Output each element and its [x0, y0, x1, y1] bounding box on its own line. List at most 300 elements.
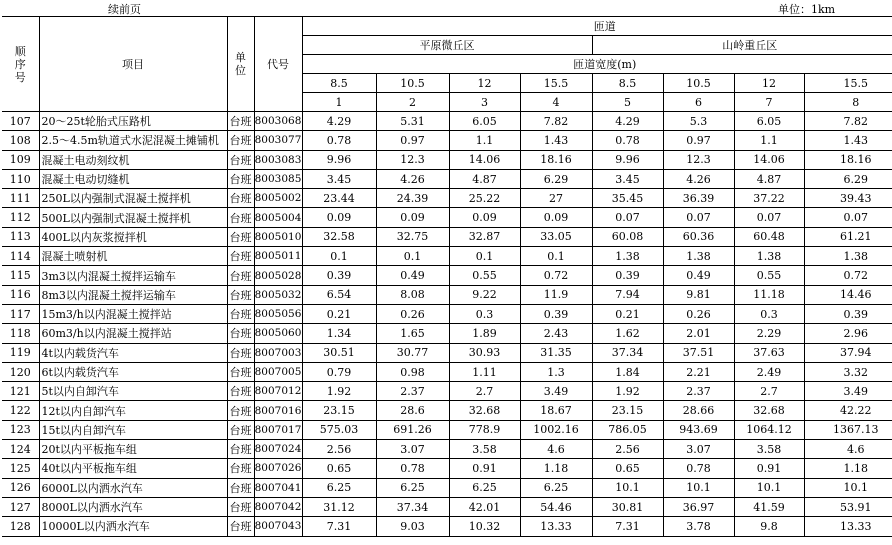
table-row [2, 440, 892, 459]
row-value-cell: 3.45 [592, 169, 663, 188]
row-value-cell: 1064.12 [734, 420, 804, 439]
width-header: 匝道宽度(m) [302, 55, 892, 74]
row-unit-cell: 台班 [227, 324, 254, 343]
table-row [2, 112, 892, 131]
row-value-cell: 1.18 [520, 459, 592, 478]
row-value-cell: 2.21 [663, 362, 734, 381]
row-seq-cell: 121 [2, 382, 39, 401]
row-value-cell: 32.68 [734, 401, 804, 420]
row-value-cell: 1.38 [734, 247, 804, 266]
row-unit-cell: 台班 [227, 266, 254, 285]
row-item-name-cell: 5t以内自卸汽车 [39, 382, 227, 401]
row-seq-cell: 119 [2, 343, 39, 362]
column-number-cell: 3 [449, 93, 520, 112]
row-value-cell: 6.54 [302, 285, 376, 304]
row-code-cell: 8007041 [254, 478, 302, 497]
row-value-cell: 3.78 [663, 517, 734, 536]
row-unit-cell: 台班 [227, 382, 254, 401]
row-value-cell: 37.34 [376, 497, 449, 516]
seq-header [2, 17, 39, 112]
row-value-cell: 0.98 [376, 362, 449, 381]
row-value-cell: 6.25 [520, 478, 592, 497]
row-value-cell: 12.3 [663, 150, 734, 169]
row-value-cell: 3.07 [376, 440, 449, 459]
row-value-cell: 2.29 [734, 324, 804, 343]
row-value-cell: 25.22 [449, 189, 520, 208]
row-value-cell: 54.46 [520, 497, 592, 516]
column-number-cell: 7 [734, 93, 804, 112]
row-value-cell: 2.43 [520, 324, 592, 343]
row-value-cell: 0.78 [592, 131, 663, 150]
row-value-cell: 0.07 [734, 208, 804, 227]
row-item-name-cell: 6t以内载货汽车 [39, 362, 227, 381]
row-value-cell: 6.29 [804, 169, 892, 188]
column-number-cell: 2 [376, 93, 449, 112]
row-value-cell: 0.09 [520, 208, 592, 227]
row-value-cell: 575.03 [302, 420, 376, 439]
row-unit-cell: 台班 [227, 169, 254, 188]
page-header [0, 0, 892, 16]
row-item-name-cell: 400L以内灰浆搅拌机 [39, 227, 227, 246]
row-value-cell: 32.58 [302, 227, 376, 246]
item-header: 项目 [39, 17, 227, 112]
row-code-cell: 8007016 [254, 401, 302, 420]
row-value-cell: 1.92 [592, 382, 663, 401]
row-value-cell: 10.1 [592, 478, 663, 497]
row-value-cell: 0.78 [376, 459, 449, 478]
row-value-cell: 0.65 [302, 459, 376, 478]
row-value-cell: 60.08 [592, 227, 663, 246]
row-value-cell: 0.1 [302, 247, 376, 266]
row-value-cell: 30.81 [592, 497, 663, 516]
row-value-cell: 2.96 [804, 324, 892, 343]
row-item-name-cell: 60m3/h以内混凝土搅拌站 [39, 324, 227, 343]
row-value-cell: 1.43 [520, 131, 592, 150]
row-value-cell: 4.6 [804, 440, 892, 459]
row-value-cell: 0.91 [734, 459, 804, 478]
table-row [2, 382, 892, 401]
row-unit-cell: 台班 [227, 362, 254, 381]
row-value-cell: 0.55 [734, 266, 804, 285]
row-seq-cell: 117 [2, 304, 39, 323]
row-value-cell: 37.63 [734, 343, 804, 362]
row-value-cell: 6.05 [734, 112, 804, 131]
row-value-cell: 1.92 [302, 382, 376, 401]
row-value-cell: 23.44 [302, 189, 376, 208]
row-code-cell: 8003085 [254, 169, 302, 188]
row-value-cell: 3.49 [804, 382, 892, 401]
row-value-cell: 42.01 [449, 497, 520, 516]
table-row [2, 189, 892, 208]
region-plain-header: 平原微丘区 [302, 36, 592, 55]
table-row [2, 227, 892, 246]
width-value-cell: 15.5 [520, 74, 592, 93]
row-value-cell: 30.77 [376, 343, 449, 362]
row-seq-cell: 118 [2, 324, 39, 343]
table-row [2, 343, 892, 362]
row-value-cell: 37.94 [804, 343, 892, 362]
row-value-cell: 1.84 [592, 362, 663, 381]
table-row [2, 459, 892, 478]
row-value-cell: 0.39 [592, 266, 663, 285]
row-value-cell: 6.25 [376, 478, 449, 497]
table-row [2, 247, 892, 266]
table-row [2, 401, 892, 420]
continued-label: 续前页 [108, 3, 141, 16]
column-number-cell: 5 [592, 93, 663, 112]
unit-header-label: 单 位 [235, 51, 246, 77]
group-header: 匝道 [302, 17, 892, 36]
table-row [2, 304, 892, 323]
row-item-name-cell: 4t以内载货汽车 [39, 343, 227, 362]
row-value-cell: 3.58 [449, 440, 520, 459]
row-value-cell: 1.1 [734, 131, 804, 150]
row-unit-cell: 台班 [227, 150, 254, 169]
row-code-cell: 8005032 [254, 285, 302, 304]
row-value-cell: 14.46 [804, 285, 892, 304]
row-value-cell: 2.49 [734, 362, 804, 381]
row-seq-cell: 126 [2, 478, 39, 497]
row-value-cell: 53.91 [804, 497, 892, 516]
row-item-name-cell: 10000L以内洒水汽车 [39, 517, 227, 536]
code-header: 代号 [254, 17, 302, 112]
unit-label: 单位：1km [778, 3, 836, 16]
row-value-cell: 1.62 [592, 324, 663, 343]
row-value-cell: 0.09 [302, 208, 376, 227]
row-seq-cell: 110 [2, 169, 39, 188]
row-code-cell: 8005028 [254, 266, 302, 285]
row-value-cell: 0.72 [804, 266, 892, 285]
unit-header [227, 17, 254, 112]
row-value-cell: 0.72 [520, 266, 592, 285]
row-item-name-cell: 40t以内平板拖车组 [39, 459, 227, 478]
row-unit-cell: 台班 [227, 285, 254, 304]
row-value-cell: 7.31 [592, 517, 663, 536]
row-value-cell: 1.1 [449, 131, 520, 150]
row-value-cell: 30.51 [302, 343, 376, 362]
row-code-cell: 8007026 [254, 459, 302, 478]
row-value-cell: 18.16 [804, 150, 892, 169]
row-unit-cell: 台班 [227, 478, 254, 497]
row-value-cell: 3.32 [804, 362, 892, 381]
row-item-name-cell: 混凝土电动切缝机 [39, 169, 227, 188]
row-value-cell: 7.31 [302, 517, 376, 536]
row-item-name-cell: 20～25t轮胎式压路机 [39, 112, 227, 131]
region-mountain-header: 山岭重丘区 [592, 36, 892, 55]
row-value-cell: 37.22 [734, 189, 804, 208]
row-unit-cell: 台班 [227, 459, 254, 478]
row-value-cell: 0.79 [302, 362, 376, 381]
row-code-cell: 8005011 [254, 247, 302, 266]
row-value-cell: 2.56 [592, 440, 663, 459]
row-value-cell: 9.96 [592, 150, 663, 169]
row-value-cell: 1.65 [376, 324, 449, 343]
row-value-cell: 0.26 [663, 304, 734, 323]
row-value-cell: 0.49 [376, 266, 449, 285]
row-code-cell: 8007024 [254, 440, 302, 459]
width-value-cell: 8.5 [592, 74, 663, 93]
row-value-cell: 11.9 [520, 285, 592, 304]
row-value-cell: 13.33 [804, 517, 892, 536]
row-value-cell: 0.26 [376, 304, 449, 323]
row-value-cell: 18.16 [520, 150, 592, 169]
row-value-cell: 6.25 [302, 478, 376, 497]
row-value-cell: 23.15 [592, 401, 663, 420]
row-value-cell: 0.78 [663, 459, 734, 478]
row-value-cell: 2.7 [449, 382, 520, 401]
row-item-name-cell: 500L以内强制式混凝土搅拌机 [39, 208, 227, 227]
row-seq-cell: 120 [2, 362, 39, 381]
row-value-cell: 0.55 [449, 266, 520, 285]
row-value-cell: 37.51 [663, 343, 734, 362]
row-item-name-cell: 15t以内自卸汽车 [39, 420, 227, 439]
column-number-cell: 6 [663, 93, 734, 112]
row-value-cell: 0.07 [592, 208, 663, 227]
row-value-cell: 32.87 [449, 227, 520, 246]
row-unit-cell: 台班 [227, 401, 254, 420]
quota-table [2, 16, 892, 537]
table-row [2, 362, 892, 381]
row-value-cell: 1.38 [663, 247, 734, 266]
row-value-cell: 23.15 [302, 401, 376, 420]
row-value-cell: 1.11 [449, 362, 520, 381]
row-value-cell: 7.94 [592, 285, 663, 304]
row-unit-cell: 台班 [227, 440, 254, 459]
row-value-cell: 5.31 [376, 112, 449, 131]
row-unit-cell: 台班 [227, 420, 254, 439]
row-value-cell: 9.8 [734, 517, 804, 536]
column-number-cell: 8 [804, 93, 892, 112]
row-code-cell: 8007042 [254, 497, 302, 516]
row-value-cell: 0.09 [449, 208, 520, 227]
row-value-cell: 3.49 [520, 382, 592, 401]
row-value-cell: 943.69 [663, 420, 734, 439]
column-number-cell: 1 [302, 93, 376, 112]
row-value-cell: 1.43 [804, 131, 892, 150]
row-value-cell: 11.18 [734, 285, 804, 304]
row-code-cell: 8005004 [254, 208, 302, 227]
row-value-cell: 31.12 [302, 497, 376, 516]
row-value-cell: 1367.13 [804, 420, 892, 439]
row-value-cell: 12.3 [376, 150, 449, 169]
table-row [2, 131, 892, 150]
width-value-cell: 10.5 [663, 74, 734, 93]
row-value-cell: 9.03 [376, 517, 449, 536]
row-value-cell: 37.34 [592, 343, 663, 362]
row-unit-cell: 台班 [227, 497, 254, 516]
row-value-cell: 7.82 [804, 112, 892, 131]
row-value-cell: 2.01 [663, 324, 734, 343]
row-code-cell: 8003083 [254, 150, 302, 169]
table-row [2, 266, 892, 285]
row-unit-cell: 台班 [227, 227, 254, 246]
row-value-cell: 2.56 [302, 440, 376, 459]
row-seq-cell: 124 [2, 440, 39, 459]
row-value-cell: 35.45 [592, 189, 663, 208]
row-seq-cell: 125 [2, 459, 39, 478]
row-value-cell: 5.3 [663, 112, 734, 131]
row-item-name-cell: 8m3以内混凝土搅拌运输车 [39, 285, 227, 304]
row-seq-cell: 109 [2, 150, 39, 169]
row-code-cell: 8005010 [254, 227, 302, 246]
row-code-cell: 8005002 [254, 189, 302, 208]
row-value-cell: 1.38 [592, 247, 663, 266]
row-value-cell: 61.21 [804, 227, 892, 246]
row-code-cell: 8007043 [254, 517, 302, 536]
row-unit-cell: 台班 [227, 517, 254, 536]
row-value-cell: 9.96 [302, 150, 376, 169]
table-row [2, 324, 892, 343]
row-seq-cell: 128 [2, 517, 39, 536]
row-value-cell: 32.68 [449, 401, 520, 420]
row-value-cell: 28.66 [663, 401, 734, 420]
row-value-cell: 4.29 [302, 112, 376, 131]
row-seq-cell: 127 [2, 497, 39, 516]
row-unit-cell: 台班 [227, 343, 254, 362]
row-value-cell: 36.97 [663, 497, 734, 516]
row-seq-cell: 122 [2, 401, 39, 420]
row-value-cell: 10.1 [663, 478, 734, 497]
row-seq-cell: 108 [2, 131, 39, 150]
table-row [2, 208, 892, 227]
row-value-cell: 10.32 [449, 517, 520, 536]
row-seq-cell: 115 [2, 266, 39, 285]
row-seq-cell: 111 [2, 189, 39, 208]
row-value-cell: 0.07 [804, 208, 892, 227]
row-item-name-cell: 250L以内强制式混凝土搅拌机 [39, 189, 227, 208]
table-row [2, 478, 892, 497]
row-value-cell: 0.09 [376, 208, 449, 227]
width-value-cell: 12 [734, 74, 804, 93]
row-value-cell: 0.39 [302, 266, 376, 285]
width-value-cell: 12 [449, 74, 520, 93]
row-value-cell: 778.9 [449, 420, 520, 439]
row-value-cell: 39.43 [804, 189, 892, 208]
row-value-cell: 30.93 [449, 343, 520, 362]
table-body [2, 112, 892, 537]
row-value-cell: 0.3 [734, 304, 804, 323]
row-value-cell: 9.22 [449, 285, 520, 304]
row-value-cell: 33.05 [520, 227, 592, 246]
seq-header-label: 顺 序 号 [14, 44, 26, 84]
row-item-name-cell: 20t以内平板拖车组 [39, 440, 227, 459]
row-value-cell: 28.6 [376, 401, 449, 420]
row-value-cell: 9.81 [663, 285, 734, 304]
row-value-cell: 7.82 [520, 112, 592, 131]
row-value-cell: 3.07 [663, 440, 734, 459]
table-header [2, 17, 892, 112]
row-unit-cell: 台班 [227, 131, 254, 150]
row-unit-cell: 台班 [227, 304, 254, 323]
row-value-cell: 0.1 [449, 247, 520, 266]
row-item-name-cell: 8000L以内洒水汽车 [39, 497, 227, 516]
row-value-cell: 6.05 [449, 112, 520, 131]
row-value-cell: 0.1 [376, 247, 449, 266]
row-value-cell: 24.39 [376, 189, 449, 208]
row-code-cell: 8007005 [254, 362, 302, 381]
row-item-name-cell: 混凝土喷射机 [39, 247, 227, 266]
row-value-cell: 3.45 [302, 169, 376, 188]
row-item-name-cell: 6000L以内洒水汽车 [39, 478, 227, 497]
row-value-cell: 0.21 [302, 304, 376, 323]
row-value-cell: 31.35 [520, 343, 592, 362]
row-value-cell: 1.18 [804, 459, 892, 478]
row-value-cell: 36.39 [663, 189, 734, 208]
row-code-cell: 8003077 [254, 131, 302, 150]
row-value-cell: 0.97 [663, 131, 734, 150]
row-value-cell: 41.59 [734, 497, 804, 516]
row-unit-cell: 台班 [227, 112, 254, 131]
row-value-cell: 0.3 [449, 304, 520, 323]
row-seq-cell: 112 [2, 208, 39, 227]
row-value-cell: 0.91 [449, 459, 520, 478]
row-value-cell: 0.65 [592, 459, 663, 478]
row-value-cell: 3.58 [734, 440, 804, 459]
table-row [2, 497, 892, 516]
width-value-cell: 10.5 [376, 74, 449, 93]
row-code-cell: 8003068 [254, 112, 302, 131]
row-value-cell: 1.34 [302, 324, 376, 343]
row-seq-cell: 113 [2, 227, 39, 246]
table-row [2, 517, 892, 536]
row-item-name-cell: 3m3以内混凝土搅拌运输车 [39, 266, 227, 285]
row-value-cell: 2.37 [376, 382, 449, 401]
row-value-cell: 6.29 [520, 169, 592, 188]
row-item-name-cell: 15m3/h以内混凝土搅拌站 [39, 304, 227, 323]
row-value-cell: 0.1 [520, 247, 592, 266]
row-value-cell: 0.97 [376, 131, 449, 150]
row-unit-cell: 台班 [227, 247, 254, 266]
table-row [2, 285, 892, 304]
row-value-cell: 1.3 [520, 362, 592, 381]
row-seq-cell: 107 [2, 112, 39, 131]
row-seq-cell: 116 [2, 285, 39, 304]
row-seq-cell: 114 [2, 247, 39, 266]
row-seq-cell: 123 [2, 420, 39, 439]
row-value-cell: 4.29 [592, 112, 663, 131]
row-value-cell: 4.6 [520, 440, 592, 459]
row-value-cell: 42.22 [804, 401, 892, 420]
column-number-cell: 4 [520, 93, 592, 112]
table-row [2, 150, 892, 169]
row-value-cell: 691.26 [376, 420, 449, 439]
row-value-cell: 1.38 [804, 247, 892, 266]
row-value-cell: 0.21 [592, 304, 663, 323]
row-value-cell: 6.25 [449, 478, 520, 497]
row-value-cell: 13.33 [520, 517, 592, 536]
row-value-cell: 0.39 [520, 304, 592, 323]
row-code-cell: 8005060 [254, 324, 302, 343]
width-value-cell: 8.5 [302, 74, 376, 93]
row-value-cell: 1002.16 [520, 420, 592, 439]
row-value-cell: 14.06 [449, 150, 520, 169]
row-unit-cell: 台班 [227, 189, 254, 208]
row-unit-cell: 台班 [227, 208, 254, 227]
row-value-cell: 27 [520, 189, 592, 208]
width-value-cell: 15.5 [804, 74, 892, 93]
row-value-cell: 0.39 [804, 304, 892, 323]
table-row [2, 169, 892, 188]
row-value-cell: 2.37 [663, 382, 734, 401]
row-value-cell: 4.26 [376, 169, 449, 188]
row-code-cell: 8007012 [254, 382, 302, 401]
row-value-cell: 8.08 [376, 285, 449, 304]
row-value-cell: 18.67 [520, 401, 592, 420]
row-value-cell: 60.48 [734, 227, 804, 246]
row-value-cell: 32.75 [376, 227, 449, 246]
row-item-name-cell: 混凝土电动刻纹机 [39, 150, 227, 169]
row-value-cell: 4.87 [734, 169, 804, 188]
